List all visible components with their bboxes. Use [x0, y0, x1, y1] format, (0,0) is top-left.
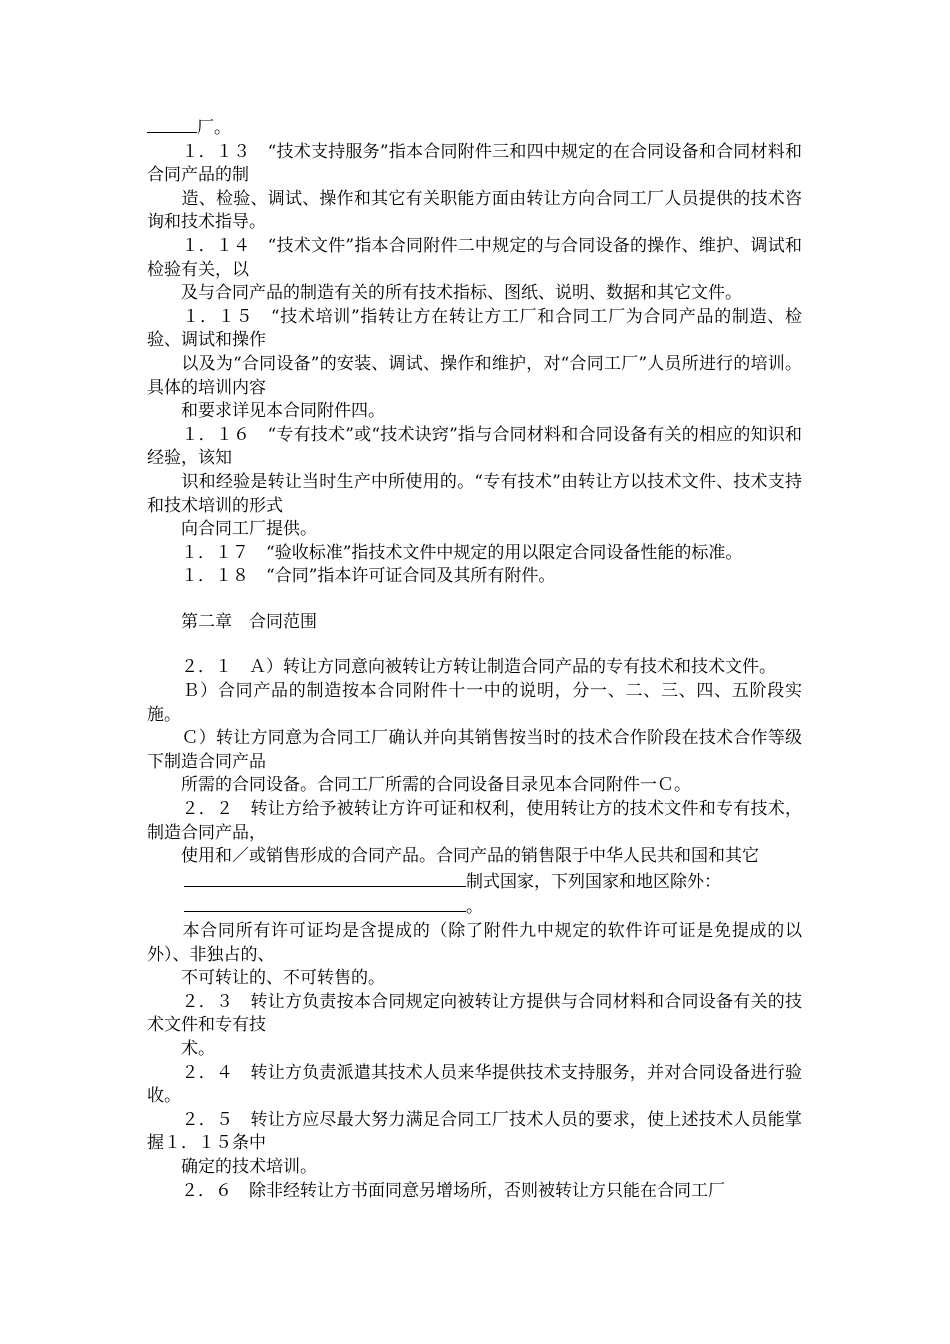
paragraph: 制式国家，下列国家和地区除外： [147, 869, 802, 895]
paragraph: ２．６ 除非经转让方书面同意另增场所，否则被转让方只能在合同工厂 [147, 1180, 725, 1201]
paragraph: ２．４ 转让方负责派遣其技术人员来华提供技术支持服务，并对合同设备进行验收。 [147, 1062, 802, 1107]
paragraph: １．１３ “技术支持服务”指本合同附件三和四中规定的在合同设备和合同材料和合同产品的制 [147, 141, 802, 186]
paragraph: 确定的技术培训。 [147, 1156, 317, 1177]
paragraph: ２．２ 转让方给予被转让方许可证和权利，使用转让方的技术文件和专有技术，制造合同产品， [147, 799, 802, 843]
paragraph: 不可转让的、不可转售的。 [147, 968, 385, 989]
paragraph: １．１８ “合同”指本许可证合同及其所有附件。 [147, 566, 556, 587]
document-body [147, 115, 802, 1203]
blank-underline [184, 894, 466, 912]
paragraph: １．１７ “验收标准”指技术文件中规定的用以限定合同设备性能的标准。 [147, 542, 743, 563]
paragraph: 识和经验是转让当时生产中所使用的。“专有技术”由转让方以技术文件、技术支持和技术培训的形式 [147, 471, 802, 516]
paragraph: １．１５ “技术培训”指转让方在转让方工厂和合同工厂为合同产品的制造、检验、调试和操作 [147, 306, 802, 351]
paragraph: 。 [147, 894, 802, 920]
paragraph: 造、检验、调试、操作和其它有关职能方面由转让方向合同工厂人员提供的技术咨询和技术指导。 [147, 188, 802, 233]
paragraph: 厂。 [147, 115, 802, 141]
paragraph: 向合同工厂提供。 [147, 519, 317, 540]
chapter-heading: 第二章 合同范围 [147, 611, 317, 632]
paragraph: ２．１ Ａ）转让方同意向被转让方转让制造合同产品的专有技术和技术文件。 [147, 657, 776, 678]
blank-underline [147, 115, 197, 133]
paragraph: Ｂ）合同产品的制造按本合同附件十一中的说明，分一、二、三、四、五阶段实施。 [147, 681, 802, 725]
paragraph: １．１６ “专有技术”或“技术诀窍”指与合同材料和合同设备有关的相应的知识和经验，该知 [147, 424, 802, 469]
paragraph: Ｃ）转让方同意为合同工厂确认并向其销售按当时的技术合作阶段在技术合作等级下制造合同产品 [147, 728, 802, 772]
paragraph: 及与合同产品的制造有关的所有技术指标、图纸、说明、数据和其它文件。 [147, 283, 742, 304]
paragraph: 所需的合同设备。合同工厂所需的合同设备目录见本合同附件一Ｃ。 [147, 775, 691, 796]
paragraph: 使用和／或销售形成的合同产品。合同产品的销售限于中华人民共和国和其它 [147, 846, 759, 867]
blank-underline [184, 869, 466, 887]
paragraph: ２．５ 转让方应尽最大努力满足合同工厂技术人员的要求，使上述技术人员能掌握１．１５条中 [147, 1109, 802, 1154]
paragraph: 以及为“合同设备”的安装、调试、操作和维护，对“合同工厂”人员所进行的培训。具体的培训内容 [147, 353, 802, 398]
paragraph: 和要求详见本合同附件四。 [147, 401, 385, 422]
paragraph: １．１４ “技术文件”指本合同附件二中规定的与合同设备的操作、维护、调试和检验有关，以 [147, 235, 802, 280]
paragraph: ２．３ 转让方负责按本合同规定向被转让方提供与合同材料和合同设备有关的技术文件和专有技 [147, 991, 802, 1036]
paragraph: 本合同所有许可证均是含提成的（除了附件九中规定的软件许可证是免提成的以外）、非独占的、 [147, 921, 802, 965]
paragraph: 术。 [147, 1038, 215, 1059]
